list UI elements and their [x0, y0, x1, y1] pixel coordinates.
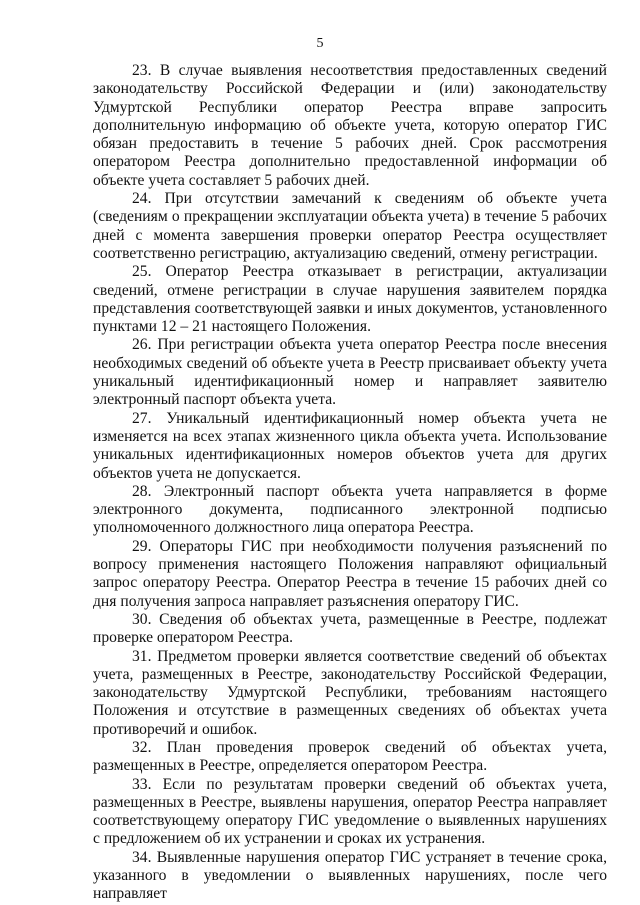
paragraph-23: 23. В случае выявления несоответствия предоставленных сведений законодательству Российской Федерации и (или) законодательству Удмуртской Республики оператор Реестра вправе запросить дополнительную информацию об объекте учета, которую оператор ГИС обязан предоставить в течение 5 рабочих дней. Срок рассмотрения оператором Реестра дополнительно предоставленной информации об объекте учета составляет 5 рабочих дней.	[93, 62, 607, 189]
paragraph-29: 29. Операторы ГИС при необходимости получения разъяснений по вопросу применения настоящего Положения направляют официальный запрос оператору Реестра. Оператор Реестра в течение 15 рабочих дней со дня получения запроса направляет разъяснения оператору ГИС.	[93, 537, 607, 610]
page-number: 5	[316, 36, 324, 51]
paragraph-31: 31. Предметом проверки является соответствие сведений об объектах учета, размещенных в Реестре, законодательству Российской Федерации, законодательству Удмуртской Республики, требованиям настоящего Положения и отсутствие в размещенных сведениях об объектах учета противоречий и ошибок.	[93, 647, 607, 738]
paragraph-24: 24. При отсутствии замечаний к сведениям об объекте учета (сведениям о прекращении эксплуатации объекта учета) в течение 5 рабочих дней с момента завершения проверки оператор Реестра осуществляет соответственно регистрацию, актуализацию сведений, отмену регистрации.	[93, 190, 607, 262]
document-body	[93, 62, 607, 904]
paragraph-27: 27. Уникальный идентификационный номер объекта учета не изменяется на всех этапах жизненного цикла объекта учета. Использование уникальных идентификационных номеров объектов учета для других объектов учета не допускается.	[93, 409, 607, 482]
paragraph-30: 30. Сведения об объектах учета, размещенные в Реестре, подлежат проверке оператором Реестра.	[93, 610, 607, 647]
paragraph-32: 32. План проведения проверок сведений об объектах учета, размещенных в Реестре, определяется оператором Реестра.	[93, 738, 607, 775]
paragraph-26: 26. При регистрации объекта учета оператор Реестра после внесения необходимых сведений об объекте учета в Реестр присваивает объекту учета уникальный идентификационный номер и направляет заявителю электронный паспорт объекта учета.	[93, 336, 607, 409]
paragraph-25: 25. Оператор Реестра отказывает в регистрации, актуализации сведений, отмене регистрации в случае нарушения заявителем порядка представления соответствующей заявки и иных документов, установленного пунктами 12 – 21 настоящего Положения.	[93, 263, 607, 336]
paragraph-28: 28. Электронный паспорт объекта учета направляется в форме электронного документа, подписанного электронной подписью уполномоченного должностного лица оператора Реестра.	[93, 482, 607, 537]
paragraph-33: 33. Если по результатам проверки сведений об объектах учета, размещенных в Реестре, выявлены нарушения, оператор Реестра направляет соответствующему оператору ГИС уведомление о выявленных нарушениях с предложением об их устранении и сроках их устранения.	[93, 775, 607, 848]
paragraph-34: 34. Выявленные нарушения оператор ГИС устраняет в течение срока, указанного в уведомлении о выявленных нарушениях, после чего направляет	[93, 848, 607, 903]
